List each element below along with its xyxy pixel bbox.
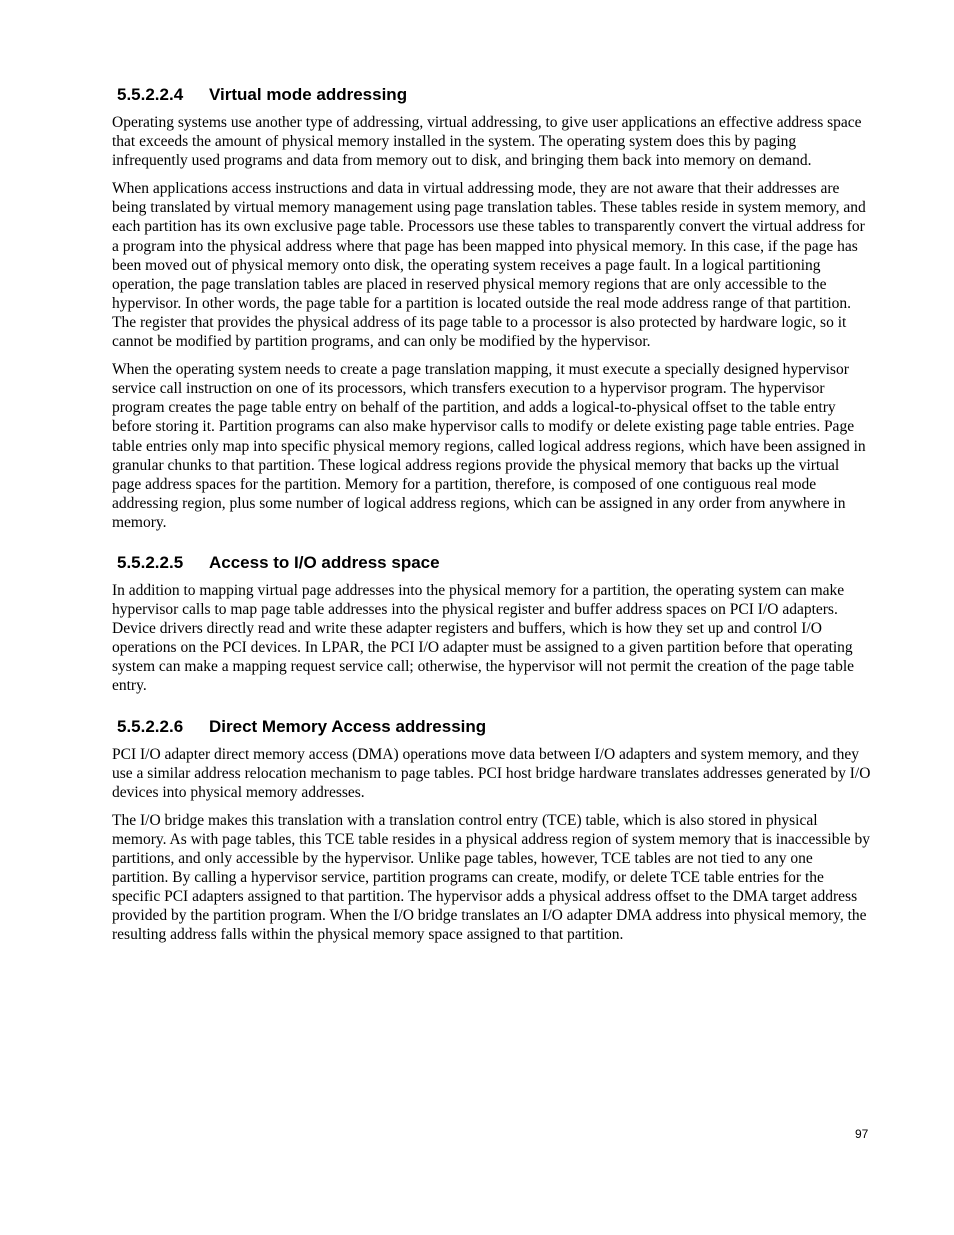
section-number: 5.5.2.2.4 bbox=[117, 85, 184, 104]
paragraph: When the operating system needs to create a page translation mapping, it must execute a specially designed hypervisor service call instruction on one of its processors, which transfers execution to a hypervisor program. The hypervisor program creates the page table entry on behalf of the partition, and adds a logical-to-physical offset to the table entry before storing it. Partition programs can also make hypervisor calls to modify or delete existing page table entries. Page table entries only map into specific physical memory regions, called logical address regions, which have been assigned in granular chunks to that partition. These logical address regions provide the physical memory that backs up the virtual page address spaces for the partition. Memory for a partition, therefore, is composed of one contiguous real mode addressing region, plus some number of logical address regions, which can be assigned in any order from anywhere in memory. bbox=[112, 361, 866, 531]
page-number: 97 bbox=[855, 1127, 869, 1141]
section-virtual-mode-addressing bbox=[112, 84, 872, 532]
paragraph: PCI I/O adapter direct memory access (DMA) operations move data between I/O adapters and system memory, and they use a similar address relocation mechanism to page tables. PCI host bridge hardware translates addresses generated by I/O devices into physical memory addresses. bbox=[112, 745, 871, 801]
section-access-to-io-address-space bbox=[112, 552, 872, 696]
section-title: Access to I/O address space bbox=[209, 552, 440, 572]
section-number: 5.5.2.2.6 bbox=[117, 716, 184, 736]
paragraph: Operating systems use another type of addressing, virtual addressing, to give user applications an effective address space that exceeds the amount of physical memory installed in the system. The operating system does this by paging infrequently used programs and data from memory out to disk, and bringing them back into memory on demand. bbox=[112, 114, 862, 170]
paragraph: In addition to mapping virtual page addresses into the physical memory for a partition, the operating system can make hypervisor calls to map page table addresses into the physical register and buffer address spaces on PCI I/O adapters. Device drivers directly read and write these adapter registers and buffers, which is how they set up and control I/O operations on the PCI devices. In LPAR, the PCI I/O adapter must be assigned to a given partition before that operating system can make a mapping request service call; otherwise, the hypervisor will not permit the creation of the page table entry. bbox=[112, 581, 855, 695]
section-title: Direct Memory Access addressing bbox=[209, 716, 487, 736]
paragraph: The I/O bridge makes this translation with a translation control entry (TCE) table, which is also stored in physical memory. As with page tables, this TCE table resides in a physical address region of system memory that is inaccessible by partitions, and only accessible by the hypervisor. Unlike page tables, however, TCE tables are not tied to any one partition. By calling a hypervisor service, partition programs can create, modify, or delete TCE table entries for the specific PCI adapters assigned to that partition. The hypervisor adds a physical address offset to the DMA target address provided by the partition program. When the I/O bridge translates an I/O adapter DMA address into physical memory, the resulting address falls within the physical memory space assigned to that partition. bbox=[112, 811, 871, 944]
section-heading bbox=[117, 552, 872, 574]
section-number: 5.5.2.2.5 bbox=[117, 552, 184, 572]
section-heading bbox=[117, 716, 872, 738]
paragraph: When applications access instructions and data in virtual addressing mode, they are not aware that their addresses are being translated by virtual memory management using page translation tables. These tables reside in system memory, and each partition has its own exclusive page table. Processors use these tables to transparently convert the virtual address for a program into the physical address where that page has been mapped into physical memory. In this case, if the page has been moved out of physical memory onto disk, the operating system receives a page fault. In a logical partitioning operation, the page translation tables are placed in reserved physical memory regions that are only accessible to the hypervisor. In other words, the page table for a partition is located outside the real mode address range of that partition. The register that provides the physical address of its page table to a processor is also protected by hardware logic, so it cannot be modified by partition programs, and can only be modified by the hypervisor. bbox=[112, 180, 866, 351]
section-title: Virtual mode addressing bbox=[209, 85, 408, 104]
section-direct-memory-access-addressing bbox=[112, 716, 872, 945]
document-page bbox=[112, 84, 872, 964]
section-heading bbox=[117, 84, 872, 106]
